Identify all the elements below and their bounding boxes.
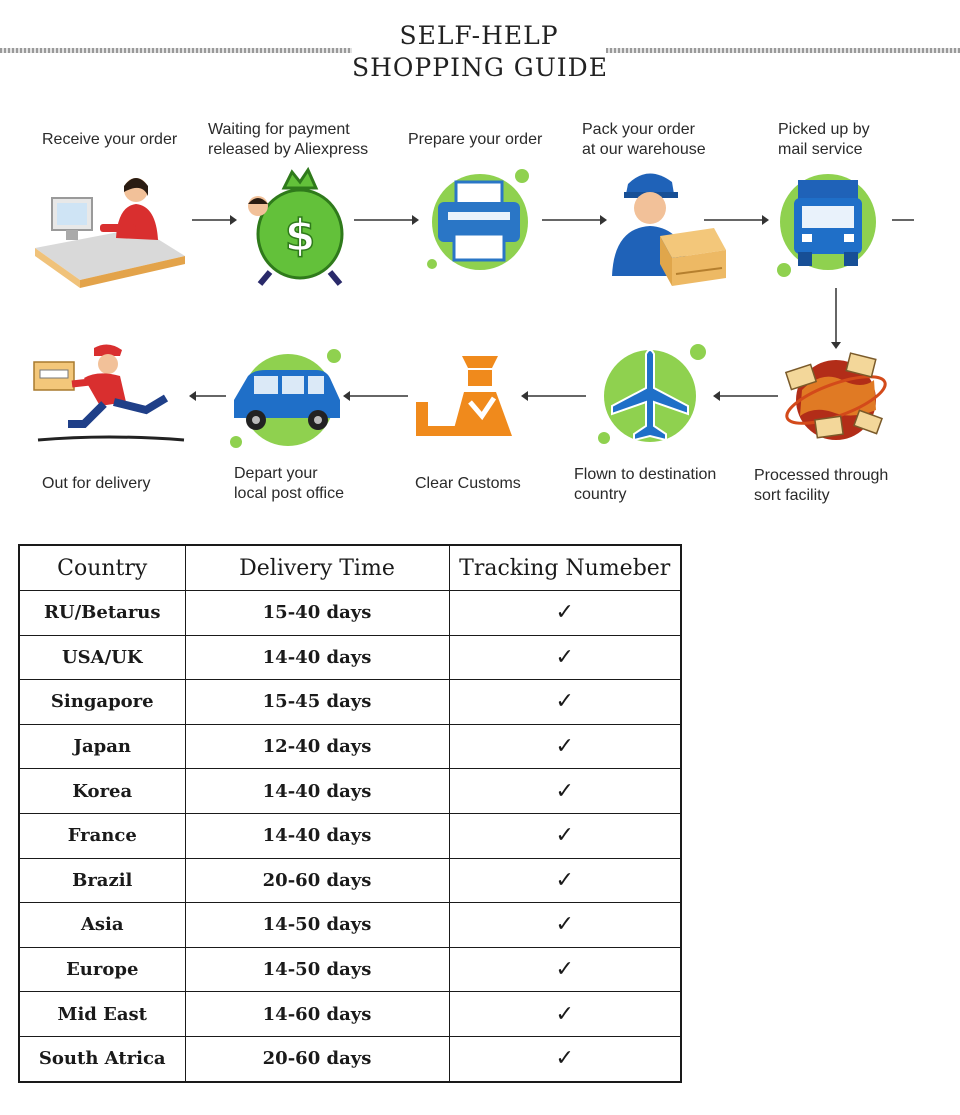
cell-delivery-time: 20-60 days	[185, 1036, 449, 1081]
step-label-line: Depart your	[234, 465, 318, 482]
cell-country: RU/Betarus	[19, 591, 185, 636]
cell-delivery-time: 14-60 days	[185, 992, 449, 1037]
delivery-time-table	[18, 544, 682, 1083]
step-label-line: local post office	[234, 485, 344, 502]
step-label-line: Clear Customs	[415, 475, 521, 492]
step-label-line: country	[574, 486, 627, 503]
table-row	[19, 680, 681, 725]
cell-delivery-time: 14-40 days	[185, 635, 449, 680]
step-label-line: Receive your order	[42, 131, 178, 148]
cell-country: Brazil	[19, 858, 185, 903]
flow-arrow-down-icon	[829, 286, 843, 350]
table-row	[19, 903, 681, 948]
step-label-line: Out for delivery	[42, 475, 151, 492]
column-header-delivery-time: Delivery Time	[185, 545, 449, 591]
customs-officer-icon	[412, 350, 522, 444]
table-header-row	[19, 545, 681, 591]
cell-delivery-time: 20-60 days	[185, 858, 449, 903]
step-label-clear-customs	[415, 474, 521, 494]
check-icon: ✓	[449, 858, 681, 903]
computer-operator-icon	[30, 168, 190, 288]
column-header-country: Country	[19, 545, 185, 591]
cell-delivery-time: 14-50 days	[185, 903, 449, 948]
step-label-prepare-order	[408, 130, 542, 150]
page-title-line-2: SHOPPING GUIDE	[352, 53, 608, 82]
courier-icon	[28, 340, 188, 446]
header	[0, 0, 960, 100]
flow-arrow-right-icon	[540, 213, 608, 227]
table-row	[19, 635, 681, 680]
cell-country: South Atrica	[19, 1036, 185, 1081]
step-label-sort-facility	[754, 466, 888, 506]
table-row	[19, 813, 681, 858]
step-label-line: Picked up by	[778, 121, 870, 138]
check-icon: ✓	[449, 591, 681, 636]
delivery-table-wrapper	[18, 544, 682, 1083]
flow-arrow-left-icon	[188, 389, 228, 403]
flow-arrow-left-icon	[712, 389, 780, 403]
flow-arrow-left-icon	[520, 389, 588, 403]
step-label-line: Prepare your order	[408, 131, 543, 148]
check-icon: ✓	[449, 680, 681, 725]
cell-country: France	[19, 813, 185, 858]
cell-country: Korea	[19, 769, 185, 814]
cell-delivery-time: 14-40 days	[185, 813, 449, 858]
step-label-line: at our warehouse	[582, 141, 706, 158]
table-row	[19, 1036, 681, 1081]
cell-delivery-time: 15-40 days	[185, 591, 449, 636]
cell-delivery-time: 14-40 days	[185, 769, 449, 814]
flow-arrow-right-icon	[702, 213, 770, 227]
check-icon: ✓	[449, 903, 681, 948]
check-icon: ✓	[449, 1036, 681, 1081]
page-title	[352, 20, 606, 84]
flow-line-icon	[890, 213, 916, 227]
step-label-waiting-payment	[208, 120, 368, 160]
flow-arrow-right-icon	[352, 213, 420, 227]
step-label-receive-order	[42, 130, 177, 150]
flow-arrow-right-icon	[190, 213, 238, 227]
printer-icon	[420, 164, 532, 274]
step-label-line: Waiting for payment	[208, 121, 350, 138]
step-label-line: released by Aliexpress	[208, 141, 369, 158]
step-label-out-for-delivery	[42, 474, 150, 494]
cell-delivery-time: 14-50 days	[185, 947, 449, 992]
step-label-line: mail service	[778, 141, 863, 158]
page-title-line-1: SELF-HELP	[399, 21, 559, 50]
header-divider-left	[0, 48, 352, 53]
cell-delivery-time: 12-40 days	[185, 724, 449, 769]
check-icon: ✓	[449, 635, 681, 680]
table-row	[19, 947, 681, 992]
step-label-pack-order	[582, 120, 706, 160]
car-icon	[226, 346, 346, 450]
flow-arrow-left-icon	[342, 389, 410, 403]
cell-country: Asia	[19, 903, 185, 948]
money-bag-icon	[240, 164, 350, 286]
header-divider-right	[606, 48, 960, 53]
step-label-flown-destination	[574, 465, 716, 505]
truck-icon	[772, 166, 882, 278]
step-label-line: sort facility	[754, 487, 830, 504]
check-icon: ✓	[449, 769, 681, 814]
table-row	[19, 858, 681, 903]
cell-country: Singapore	[19, 680, 185, 725]
check-icon: ✓	[449, 947, 681, 992]
step-label-picked-up	[778, 120, 870, 160]
step-label-line: Pack your order	[582, 121, 695, 138]
check-icon: ✓	[449, 813, 681, 858]
airplane-icon	[592, 340, 712, 450]
svg-text:$: $	[284, 210, 316, 261]
column-header-tracking: Tracking Numeber	[449, 545, 681, 591]
check-icon: ✓	[449, 724, 681, 769]
table-row	[19, 769, 681, 814]
cell-country: Europe	[19, 947, 185, 992]
table-row	[19, 724, 681, 769]
step-label-line: Processed through	[754, 467, 889, 484]
table-row	[19, 992, 681, 1037]
globe-mail-icon	[782, 350, 888, 450]
step-label-line: Flown to destination	[574, 466, 717, 483]
step-label-depart-post-office	[234, 464, 344, 504]
cell-country: Japan	[19, 724, 185, 769]
shipping-flow	[0, 100, 960, 520]
cell-country: USA/UK	[19, 635, 185, 680]
check-icon: ✓	[449, 992, 681, 1037]
table-row	[19, 591, 681, 636]
cell-delivery-time: 15-45 days	[185, 680, 449, 725]
cell-country: Mid East	[19, 992, 185, 1037]
